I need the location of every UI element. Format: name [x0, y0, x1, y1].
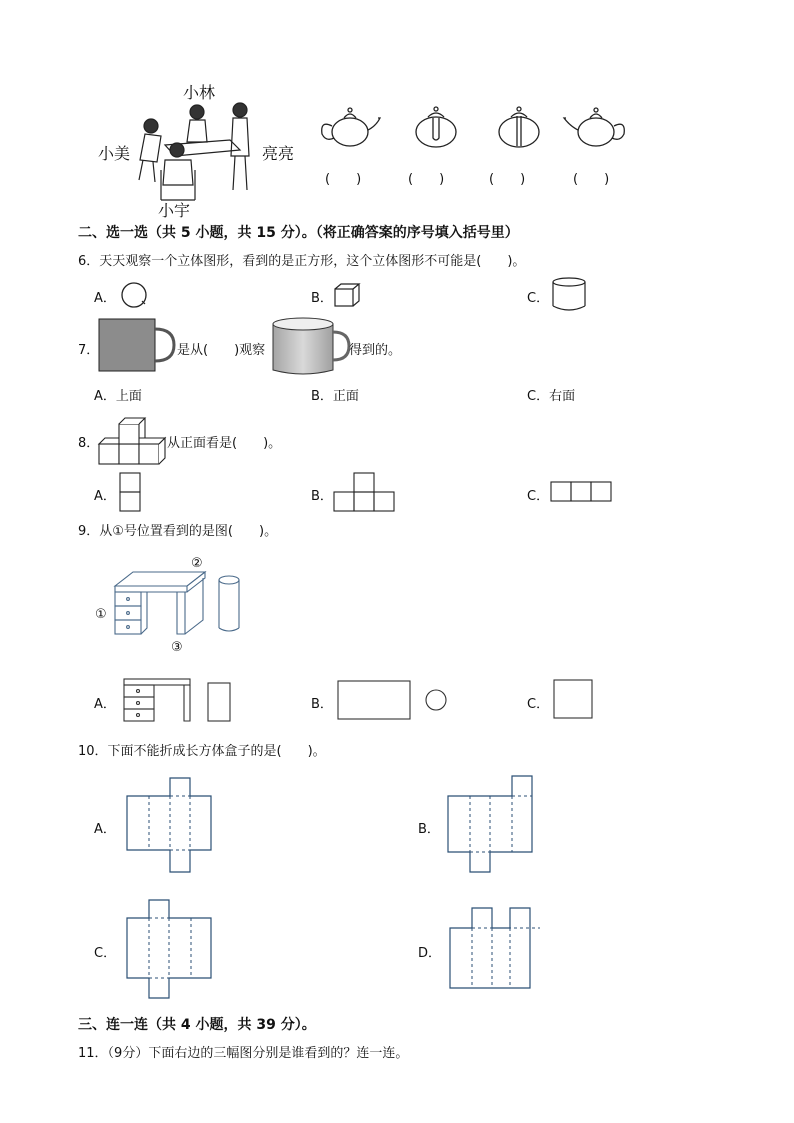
q9-marker-3: ③: [171, 640, 183, 655]
q9-view-c: [552, 678, 594, 722]
desk-and-cylinder: [113, 570, 248, 640]
q9-marker-2: ②: [191, 556, 203, 571]
teapot-front-spout: [408, 104, 464, 150]
cylinder-icon: [551, 276, 587, 312]
q10-net-b: [446, 774, 536, 874]
q7-mid-text: 是从( )观察: [177, 343, 266, 358]
q8-option-b[interactable]: B．: [311, 489, 333, 504]
q7-option-b[interactable]: B．正面: [311, 389, 359, 404]
q10-option-c[interactable]: C．: [94, 946, 117, 961]
answer-blank-4[interactable]: ( ): [573, 172, 610, 187]
section3-title: 三、连一连（共 4 小题，共 39 分）。: [78, 1017, 316, 1033]
q11-text: 11．（9分）下面右边的三幅图分别是谁看到的？连一连。: [78, 1046, 409, 1061]
q8-cube-stack: [97, 418, 167, 466]
mug-3d-view: [271, 316, 351, 378]
mug-side-view: [98, 317, 178, 373]
q6-option-a[interactable]: A．: [94, 291, 116, 306]
people-table-illustration: [135, 100, 260, 205]
answer-blank-2[interactable]: ( ): [408, 172, 445, 187]
q10-text: 10．下面不能折成长方体盒子的是( )。: [78, 744, 326, 759]
q9-option-b[interactable]: B．: [311, 697, 333, 712]
name-xiaomei: 小美: [98, 144, 131, 163]
q10-net-d: [448, 906, 544, 992]
teapot-side-right-spout: [562, 104, 628, 150]
q9-view-a: [122, 677, 234, 723]
q10-option-d[interactable]: D．: [418, 946, 442, 961]
teapot-back-handle: [491, 104, 547, 150]
q8-option-c[interactable]: C．: [527, 489, 550, 504]
teapot-side-left-spout: [318, 104, 382, 150]
q8-text: 从正面看是( )。: [167, 436, 282, 451]
name-liangliang: 亮亮: [262, 144, 295, 163]
answer-blank-3[interactable]: ( ): [489, 172, 526, 187]
q10-net-c: [125, 898, 215, 1000]
q7-option-a[interactable]: A．上面: [94, 389, 142, 404]
q8-option-a[interactable]: A．: [94, 489, 116, 504]
q9-option-a[interactable]: A．: [94, 697, 116, 712]
q8-view-b: [333, 472, 395, 514]
q8-view-a: [119, 472, 143, 514]
q6-text: 6．天天观察一个立体图形，看到的是正方形，这个立体图形不可能是( )。: [78, 254, 526, 269]
q8-view-c: [550, 481, 612, 503]
q7-option-c[interactable]: C．右面: [527, 389, 576, 404]
q8-number: 8．: [78, 436, 100, 451]
q10-option-a[interactable]: A．: [94, 822, 116, 837]
q6-option-c[interactable]: C．: [527, 291, 550, 306]
q6-option-b[interactable]: B．: [311, 291, 333, 306]
sphere-icon: [120, 281, 150, 309]
cube-icon: [333, 282, 361, 308]
q9-text: 9．从①号位置看到的是图( )。: [78, 524, 278, 539]
q9-view-b: [336, 679, 448, 723]
name-xiaolin: 小林: [183, 83, 216, 102]
q9-marker-1: ①: [95, 607, 107, 622]
name-xiaoyu: 小宇: [158, 201, 191, 220]
q7-number: 7．: [78, 343, 100, 358]
q10-net-a: [125, 776, 215, 876]
q10-option-b[interactable]: B．: [418, 822, 440, 837]
q9-option-c[interactable]: C．: [527, 697, 550, 712]
q7-end-text: 得到的。: [349, 343, 402, 358]
section2-title: 二、选一选（共 5 小题，共 15 分）。（将正确答案的序号填入括号里）: [78, 225, 519, 241]
answer-blank-1[interactable]: ( ): [325, 172, 362, 187]
